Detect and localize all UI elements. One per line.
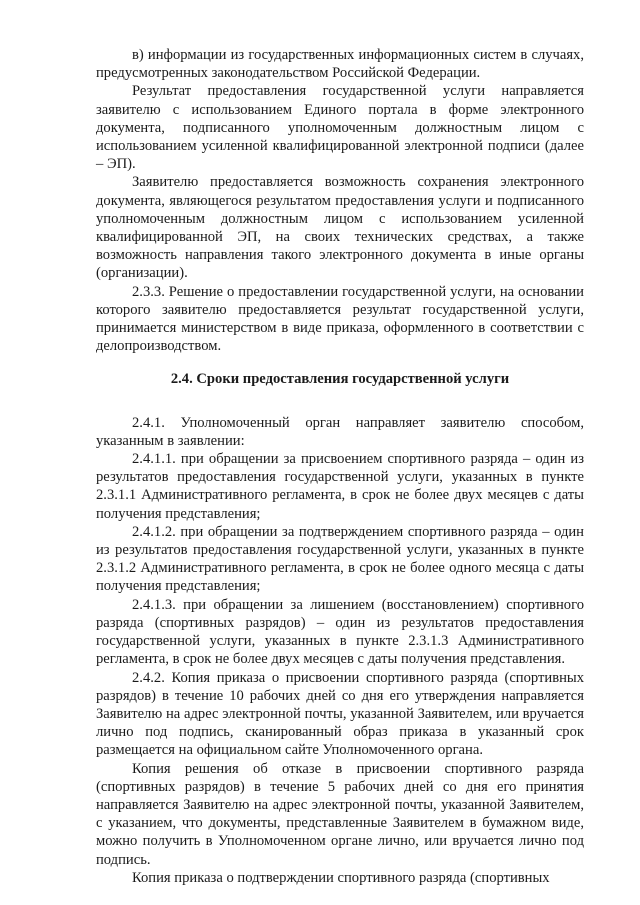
paragraph-item-b: в) информации из государственных информационных систем в случаях, предусмотренных законодательством Российской Федерации. <box>96 47 584 82</box>
paragraph-2-3-3: 2.3.3. Решение о предоставлении государственной услуги, на основании которого заявителю предоставляется результат государственной услуги, принимается министерством в виде приказа, оформленного в соответствии с делопроизводством. <box>96 283 584 355</box>
paragraph-saving-document: Заявителю предоставляется возможность сохранения электронного документа, являющегося результатом предоставления услуги и подписанного уполномоченным должностным лицом с использованием усиленной квалифицированной ЭП, на своих технических средствах, а также возможность направления такого электронного документа в иные органы (организации). <box>96 174 584 282</box>
paragraph-2-4-1-1: 2.4.1.1. при обращении за присвоением спортивного разряда – один из результатов предоставления государственной услуги, указанных в пункте 2.3.1.1 Административного регламента, в срок не более двух месяцев с даты получения представления; <box>96 451 584 522</box>
document-page <box>96 46 584 887</box>
paragraph-confirmation-copy: Копия приказа о подтверждении спортивного разряда (спортивных <box>132 869 550 886</box>
paragraph-2-4-2: 2.4.2. Копия приказа о присвоении спортивного разряда (спортивных разрядов) в течение 10 рабочих дней со дня его утверждения направляется Заявителю на адрес электронной почты, указанной Заявителем, или вручается лично под подпись, сканированный образ приказа в указанный срок размещается на официальном сайте Уполномоченного органа. <box>96 669 584 759</box>
paragraph-result-portal: Результат предоставления государственной услуги направляется заявителю с использованием Единого портала в форме электронного документа, подписанного уполномоченным должностным лицом с использованием усиленной квалифицированной электронной подписи (далее – ЭП). <box>96 83 584 173</box>
paragraph-2-4-1-3: 2.4.1.3. при обращении за лишением (восстановлением) спортивного разряда (спортивных разрядов) – один из результатов предоставления государственной услуги, указанных в пункте 2.3.1.3 Административного регламента, в срок не более двух месяцев с даты получения представления. <box>96 596 584 668</box>
paragraph-2-4-1-2: 2.4.1.2. при обращении за подтверждением спортивного разряда – один из результатов предоставления государственной услуги, указанных в пункте 2.3.1.2 Административного регламента, в срок не более одного месяца с даты получения представления; <box>96 523 584 595</box>
paragraph-2-4-1: 2.4.1. Уполномоченный орган направляет заявителю способом, указанным в заявлении: <box>96 414 584 449</box>
paragraph-refusal-copy: Копия решения об отказе в присвоении спортивного разряда (спортивных разрядов) в течение 5 рабочих дней со дня его принятия направляется Заявителю на адрес электронной почты, указанной Заявителем, с указанием, что документы, представленные Заявителем в бумажном виде, можно получить в Уполномоченном органе лично, или вручается лично под подпись. <box>96 760 584 868</box>
section-heading: 2.4. Сроки предоставления государственной услуги <box>170 371 510 388</box>
